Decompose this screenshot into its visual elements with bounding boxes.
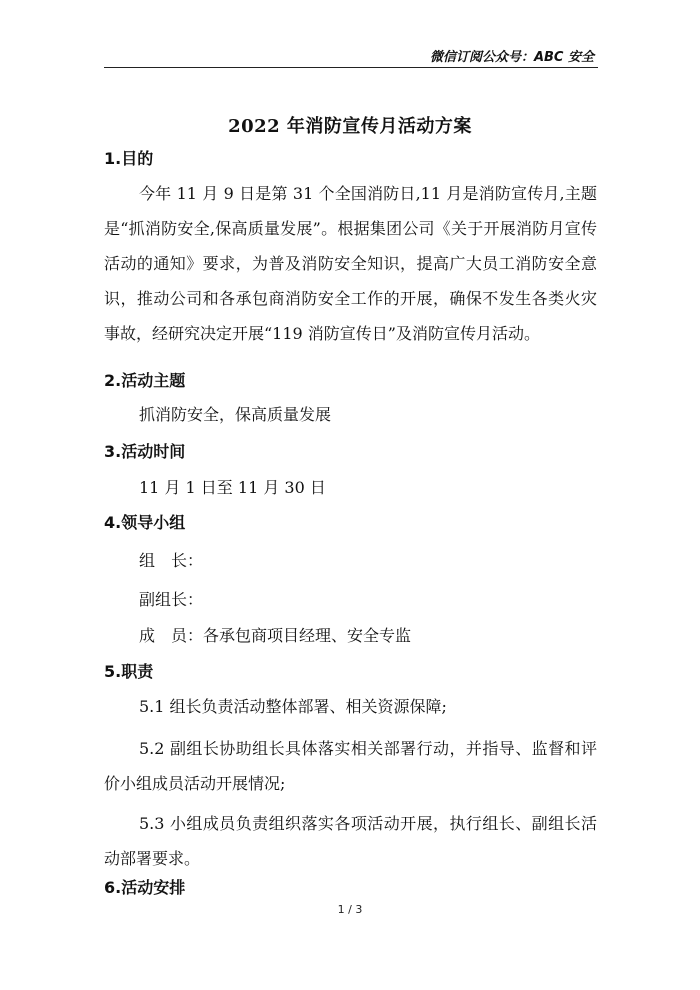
section-heading-leadership: 4.领导小组 (104, 513, 186, 532)
header-subscription-text: 微信订阅公众号：ABC 安全 (429, 50, 594, 65)
header-divider (104, 67, 598, 68)
leader-line: 组 长： (139, 551, 204, 570)
document-title: 2022 年消防宣传月活动方案 (228, 116, 472, 137)
duty-item: 5.1 组长负责活动整体部署、相关资源保障; (139, 697, 447, 716)
duty-item: 5.3 小组成员负责组织落实各项活动开展，执行组长、副组长活动部署要求。 (104, 814, 597, 868)
paragraph-purpose: 今年 11 月 9 日是第 31 个全国消防日,11 月是消防宣传月,主题是“抓消防安全,保高质量发展”。根据集团公司《关于开展消防月宣传活动的通知》要求，为普及消防安全知识，提高广大员工消防安全意识，推动公司和各承包商消防安全工作的开展，确保不发生各类火灾事故，经研究决定开展“119 消防宣传日”及消防宣传月活动。 (104, 184, 597, 343)
section-heading-arrangement: 6.活动安排 (104, 878, 186, 897)
section-heading-theme: 2.活动主题 (104, 371, 186, 390)
members-line: 成 员：各承包商项目经理、安全专监 (139, 626, 412, 645)
deputy-leader-line: 副组长： (139, 590, 204, 609)
time-text: 11 月 1 日至 11 月 30 日 (139, 478, 326, 497)
section-heading-purpose: 1.目的 (104, 149, 154, 168)
section-heading-duties: 5.职责 (104, 662, 154, 681)
duty-item: 5.2 副组长协助组长具体落实相关部署行动，并指导、监督和评价小组成员活动开展情况; (104, 739, 597, 793)
theme-text: 抓消防安全，保高质量发展 (139, 405, 332, 424)
page-number: 1 / 3 (337, 903, 363, 916)
section-heading-time: 3.活动时间 (104, 442, 186, 461)
